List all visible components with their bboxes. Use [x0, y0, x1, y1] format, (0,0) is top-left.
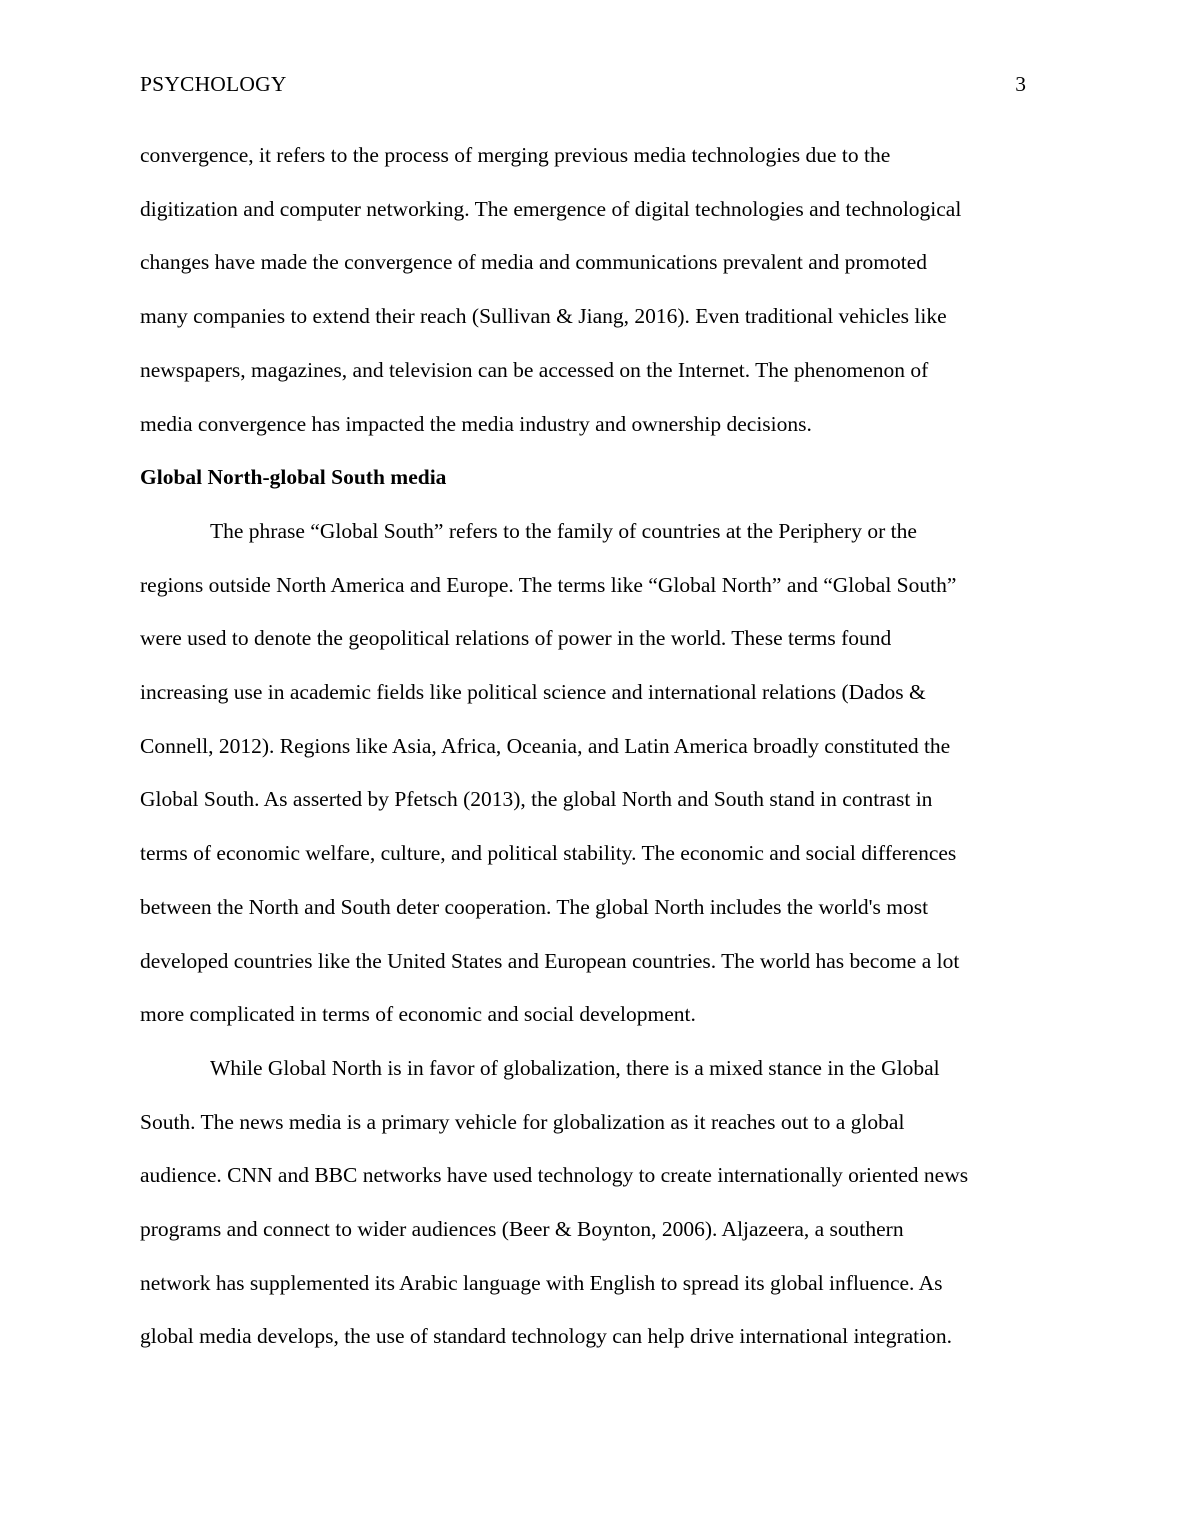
text-line: changes have made the convergence of media and communications prevalent and promoted [140, 250, 928, 275]
paragraph-media-convergence [140, 129, 1040, 451]
text-line: terms of economic welfare, culture, and political stability. The economic and social differences [140, 841, 957, 866]
text-line: digitization and computer networking. The emergence of digital technologies and technological [140, 196, 962, 221]
running-head: PSYCHOLOGY [140, 72, 287, 96]
document-body [140, 129, 1040, 1364]
paragraph-globalization [140, 1042, 1040, 1364]
text-line: media convergence has impacted the media industry and ownership decisions. [140, 411, 812, 436]
page-number: 3 [1015, 72, 1026, 96]
text-line: global media develops, the use of standard technology can help drive international integration. [140, 1324, 952, 1349]
text-line: regions outside North America and Europe. The terms like “Global North” and “Global South” [140, 572, 957, 597]
paragraph-global-south [140, 505, 1040, 1042]
text-line: were used to denote the geopolitical relations of power in the world. These terms found [140, 626, 892, 651]
text-line: many companies to extend their reach (Sullivan & Jiang, 2016). Even traditional vehicles like [140, 304, 947, 329]
text-line: While Global North is in favor of globalization, there is a mixed stance in the Global [210, 1055, 940, 1080]
text-line: between the North and South deter cooperation. The global North includes the world's most [140, 894, 929, 919]
text-line: newspapers, magazines, and television can be accessed on the Internet. The phenomenon of [140, 357, 929, 382]
text-line: convergence, it refers to the process of merging previous media technologies due to the [140, 143, 891, 167]
text-line: more complicated in terms of economic and social development. [140, 1002, 696, 1027]
text-line: Connell, 2012). Regions like Asia, Africa, Oceania, and Latin America broadly constituted the [140, 733, 951, 758]
section-heading [140, 451, 1040, 505]
text-line: programs and connect to wider audiences (Beer & Boynton, 2006). Aljazeera, a southern [140, 1217, 904, 1242]
text-line: increasing use in academic fields like political science and international relations (Dados & [140, 680, 926, 705]
text-line: developed countries like the United States and European countries. The world has become a lot [140, 948, 960, 973]
text-line: South. The news media is a primary vehicle for globalization as it reaches out to a global [140, 1109, 905, 1134]
text-line: network has supplemented its Arabic language with English to spread its global influence. As [140, 1270, 943, 1295]
text-line: The phrase “Global South” refers to the family of countries at the Periphery or the [210, 518, 917, 543]
text-line: Global South. As asserted by Pfetsch (2013), the global North and South stand in contrast in [140, 787, 933, 812]
section-heading-text: Global North-global South media [140, 465, 447, 490]
text-line: audience. CNN and BBC networks have used technology to create internationally oriented news [140, 1163, 969, 1188]
